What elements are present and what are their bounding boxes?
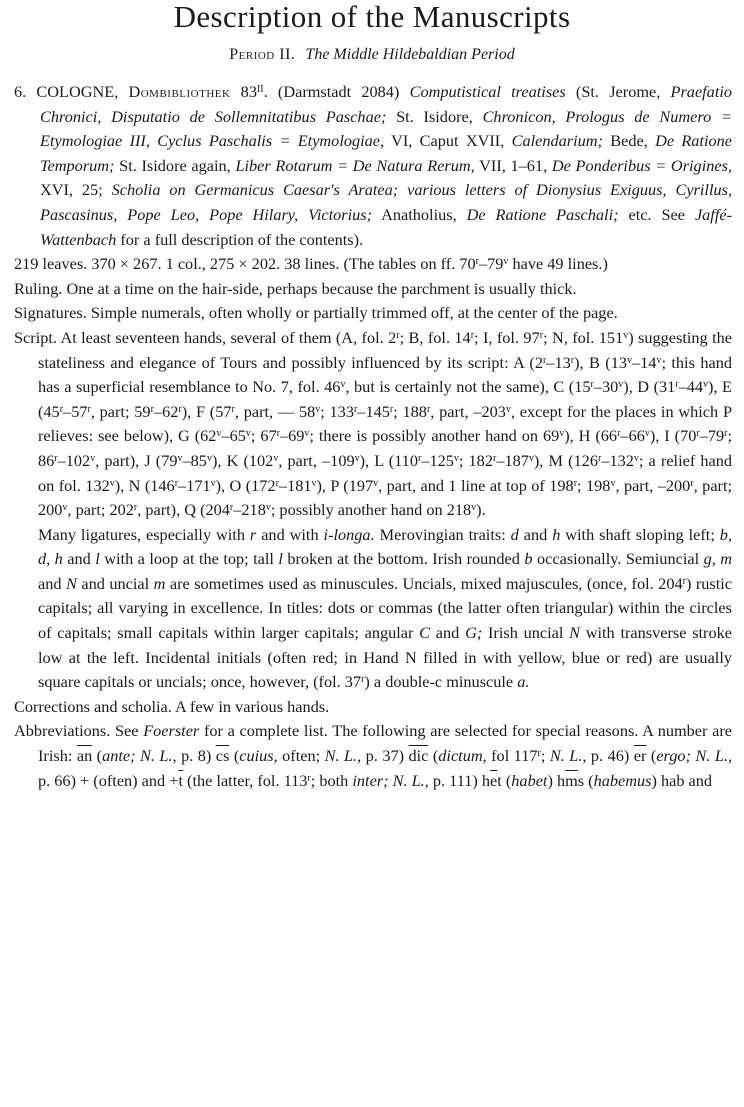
period-name: The Middle Hildebaldian Period (305, 46, 515, 63)
entry-corrections: Corrections and scholia. A few in various hands. (14, 696, 330, 716)
entry-signatures: Signatures. Simple numerals, often wholly or partially trimmed off, at the center of the page. (14, 303, 618, 323)
period-label: Period II. (229, 46, 296, 63)
page-title: Description of the Manuscripts (173, 0, 571, 34)
manuscript-description (14, 80, 732, 793)
page-subtitle (0, 45, 744, 65)
entry-script-detail: Many ligatures, especially with r and with i-longa. Merovingian traits: d and h with shaft sloping left; b, d, h and l with a loop at the top; tall l broken at the bottom. Irish rounded b occasionally. Semiuncial g, m and N and uncial m are sometimes used as minuscules. Uncials, mixed majuscules, (once, fol. 204$^r$) rustic capitals; all varying in excellence. In titles: dots or commas (the latter often triangular) within the circles of capitals; small capitals within larger capitals; angular C and G; Irish uncial N with transverse stroke low at the left. Incidental initials (often red; in Hand N filled in with yellow, blue or red) are usually square capitals or uncials; once, however, (fol. 37$^r$) a double-c minuscule a. (38, 524, 733, 692)
entry-script: Script. At least seventeen hands, several of them (A, fol. 2$^r$; B, fol. 14$^r$; I, fol. 97$^r$; N, fol. 151$^v$) suggesting the stateliness and elegance of Tours and possibly influenced by its script: A (2$^r$–13$^r$), B (13$^v$–14$^v$; this hand has a superficial resemblance to No. 7, fol. 46$^v$, but is certainly not the same), C (15$^r$–30$^v$), D (31$^r$–44$^v$), E (45$^r$–57$^r$, part; 59$^r$–62$^r$), F (57$^r$, part, — 58$^v$; 133$^r$–145$^r$; 188$^r$, part, –203$^v$, except for the places in which P relieves: see below), G (62$^v$–65$^v$; 67$^r$–69$^v$; there is possibly another hand on 69$^v$), H (66$^r$–66$^v$), I (70$^r$–79$^r$; 86$^r$–102$^v$, part), J (79$^v$–85$^v$), K (102$^v$, part, –109$^v$), L (110$^r$–125$^v$; 182$^r$–187$^v$), M (126$^r$–132$^v$; a relief hand on fol. 132$^v$), N (146$^r$–171$^v$), O (172$^r$–181$^v$), P (197$^v$, part, and 1 line at top of 198$^r$; 198$^v$, part, –200$^r$, part; 200$^v$, part; 202$^r$, part), Q (204$^r$–218$^v$; possibly another hand on 218$^v$). (14, 327, 733, 520)
entry-manuscript: 6. COLOGNE, Dombibliothek $83^{II}$. (Darmstadt 2084) Computistical treatises (St. Jerome, Praefatio Chronici, Disputatio de Sollemnitatibus Paschae; St. Isidore, Chronicon, Prologus de Numero = Etymologiae III, Cyclus Paschalis = Etymologiae, VI, Caput XVII, Calendarium; Bede, De Ratione Temporum; St. Isidore again, Liber Rotarum = De Natura Rerum, VII, 1–61, De Ponderibus = Origines, XVI, 25; Scholia on Germanicus Caesar's Aratea; various letters of Dionysius Exiguus, Cyrillus, Pascasinus, Pope Leo, Pope Hilary, Victorius; Anatholius, De Ratione Paschali; etc. See Jaffé-Wattenbach for a full description of the contents). (14, 82, 733, 249)
entry-ruling: Ruling. One at a time on the hair-side, perhaps because the parchment is usually thick. (14, 278, 577, 298)
entry-leaves: 219 leaves. 370 × 267. 1 col., 275 × 202. 38 lines. (The tables on ff. 70$^r$–79$^v$ have 49 lines.) (14, 254, 608, 274)
entry-abbreviations: Abbreviations. See Foerster for a complete list. The following are selected for special reasons. A number are Irish: $\overline{an}$ (ante; N. L., p. 8) $\overline{cs}$ (cuius, often; N. L., p. 37) $\overline{dic}$ (dictum, fol 117$^r$; N. L., p. 46) $\overline{er}$ (ergo; N. L., p. 66) + (often) and $+\overline{t}$ (the latter, fol. 113$^r$; both inter; N. L., p. 111) $h\overline{e}t$ (habet) $h\overline{m}s$ (habemus) hab and (14, 721, 733, 790)
